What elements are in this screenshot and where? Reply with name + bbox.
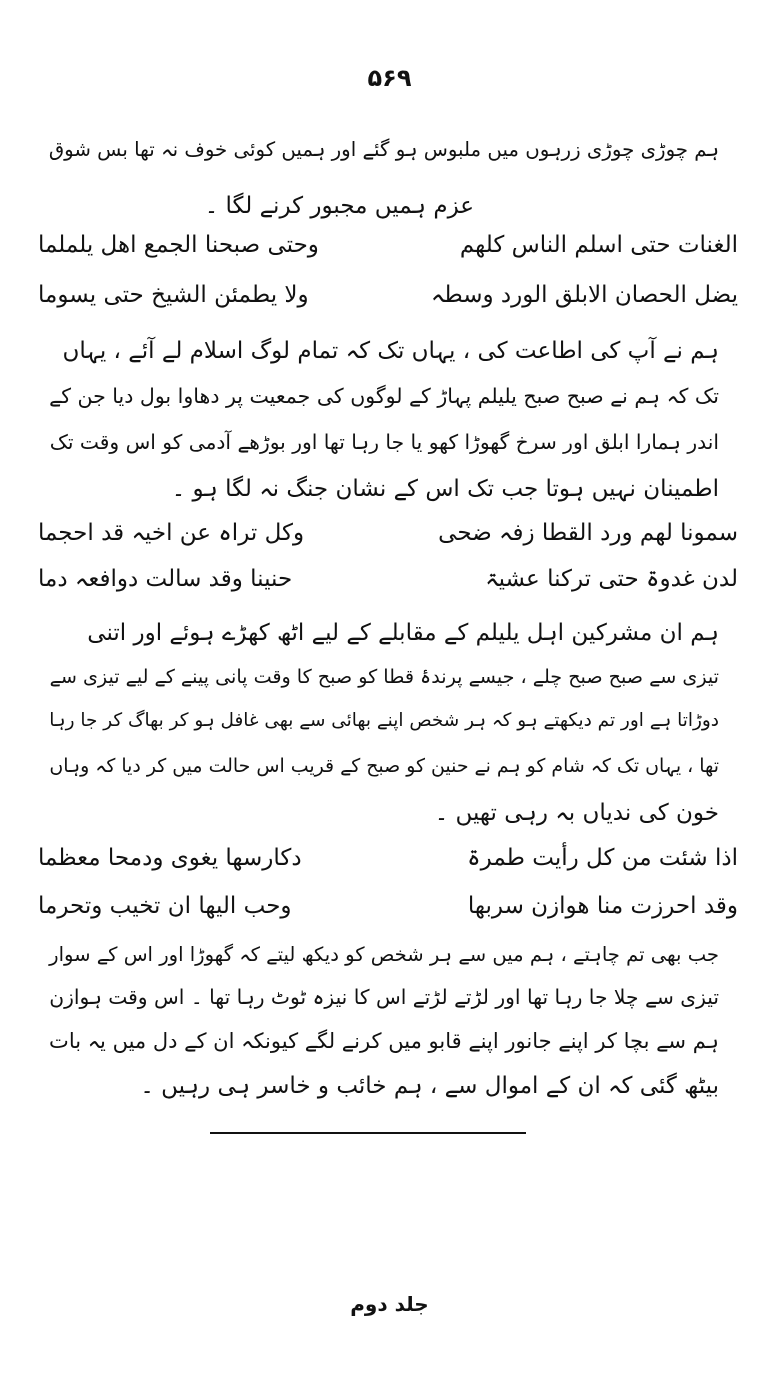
verse-hemistich: سمونا لھم ورد القطا زفہ ضحی [438,520,738,546]
volume-footer: جلد دوم [350,1292,429,1316]
prose-line: اطمینان نہیں ہوتا جب تک اس کے نشان جنگ نہ لگا ہو ۔ [171,476,719,502]
prose-line: تک کہ ہم نے صبح صبح یلیلم پہاڑ کے لوگوں کی جمعیت پر دھاوا بول دیا جن کے [49,384,719,408]
prose-line: بیٹھ گئی کہ ان کے اموال سے ، ہم خائب و خاسر ہی رہیں ۔ [140,1073,719,1099]
verse-hemistich: وحتی صبحنا الجمع اھل یلملما [38,232,319,258]
prose-line: خون کی ندیاں بہ رہی تھیں ۔ [434,800,719,826]
verse-hemistich: یضل الحصان الابلق الورد وسطہ [430,282,738,308]
prose-line: جب بھی تم چاہتے ، ہم میں سے ہر شخص کو دیکھ لیتے کہ گھوڑا اور اس کے سوار [49,943,719,966]
verse-hemistich: ولا یطمئن الشیخ حتی یسوما [38,282,309,308]
verse-hemistich: وحب الیھا ان تخیب وتحرما [38,893,292,919]
verse-couplet [38,520,738,558]
prose-line: اندر ہمارا ابلق اور سرخ گھوڑا کھو یا جا رہا تھا اور بوڑھے آدمی کو اس وقت تک [49,430,719,454]
prose-line: تیزی سے صبح صبح چلے ، جیسے پرندۂ قطا کو صبح کا وقت پانی پینے کے لیے تیزی سے [49,665,719,688]
prose-line: تیزی سے چلا جا رہا تھا اور لڑتے لڑتے اس کا نیزہ ٹوٹ رہا تھا ۔ اس وقت ہوازن [49,985,719,1009]
prose-line: ہم ان مشرکین اہل یلیلم کے مقابلے کے لیے اٹھ کھڑے ہوئے اور اتنی [87,620,719,646]
page-number: ۵۶۹ [367,64,412,92]
verse-hemistich: حنینا وقد سالت دوافعہ دما [38,566,293,592]
prose-line: تھا ، یہاں تک کہ شام کو ہم نے حنین کو صبح کے قریب اس حالت میں کر دیا کہ وہاں [49,755,719,777]
verse-couplet [38,893,738,931]
verse-hemistich: وقد احرزت منا ھوازن سربھا [467,893,738,919]
verse-hemistich: اذا شئت من کل رأیت طمرۃ [467,845,738,871]
verse-couplet [38,566,738,604]
verse-hemistich: وکل تراہ عن اخیہ قد احجما [38,520,305,546]
section-divider [210,1132,526,1134]
verse-couplet [38,282,738,320]
verse-hemistich: الغنات حتی اسلم الناس کلھم [459,232,738,258]
verse-couplet [38,845,738,883]
prose-line: عزم ہمیں مجبور کرنے لگا ۔ [204,193,474,219]
verse-hemistich: لدن غدوۃ حتی ترکنا عشیۃ [485,566,738,592]
prose-line: ہم نے آپ کی اطاعت کی ، یہاں تک کہ تمام لوگ اسلام لے آئے ، یہاں [62,338,719,364]
verse-couplet [38,232,738,270]
verse-hemistich: دکارسھا یغوی ودمحا معظما [38,845,302,871]
prose-line: ہم سے بچا کر اپنے جانور اپنے قابو میں کرنے لگے کیونکہ ان کے دل میں یہ بات [49,1028,719,1053]
prose-line: دوڑاتا ہے اور تم دیکھتے ہو کہ ہر شخص اپنے بھائی سے بھی غافل ہو کر بھاگ کر جا رہا [49,710,719,731]
prose-line: ہم چوڑی چوڑی زرہوں میں ملبوس ہو گئے اور ہمیں کوئی خوف نہ تھا بس شوق [48,138,719,161]
